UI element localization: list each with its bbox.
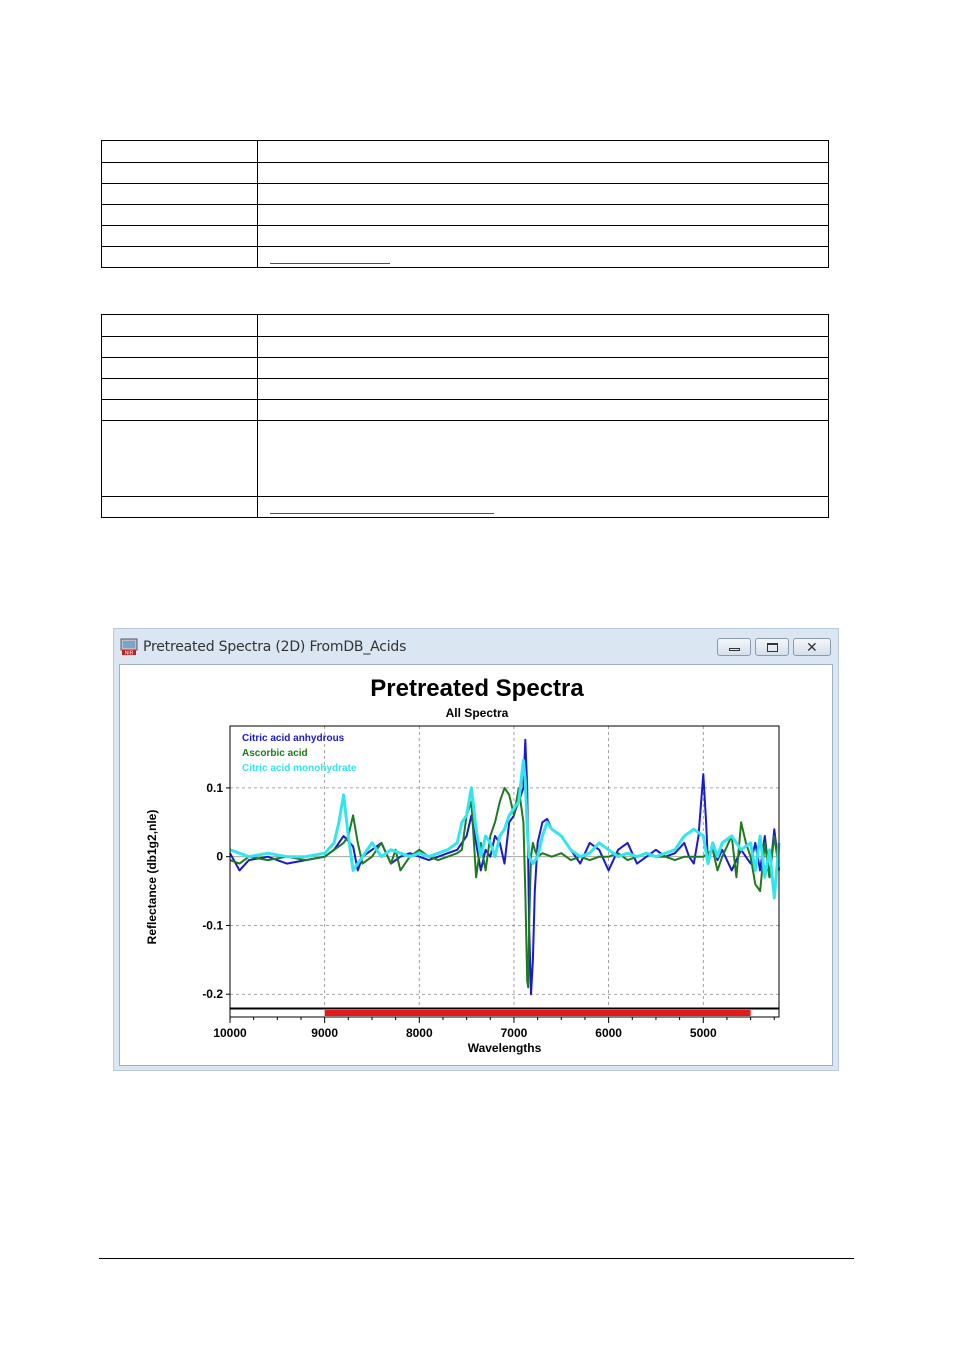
x-tick-label: 8000 — [405, 1026, 433, 1040]
y-tick-label: 0 — [216, 849, 223, 864]
series-line-1 — [230, 740, 779, 994]
table-cell — [102, 379, 258, 400]
nir-app-icon — [120, 638, 138, 656]
window-title: Pretreated Spectra (2D) FromDB_Acids — [143, 639, 407, 655]
table-cell — [102, 141, 258, 163]
svg-text:NIR: NIR — [124, 650, 134, 656]
table-cell — [102, 421, 258, 497]
y-axis-label: Reflectance (db1g2,nle) — [145, 809, 159, 945]
table-cell — [258, 497, 829, 518]
table-cell — [258, 163, 829, 184]
table-cell — [102, 226, 258, 247]
legend-entry: Citric acid anhydrous — [242, 733, 345, 744]
chart-title: Pretreated Spectra — [370, 675, 584, 702]
document-table-1 — [101, 140, 829, 268]
y-tick-label: 0.1 — [206, 780, 223, 795]
hyperlink[interactable] — [270, 263, 390, 264]
x-tick-label: 9000 — [311, 1026, 339, 1040]
legend-entry: Citric acid monohydrate — [242, 763, 357, 774]
minimize-button[interactable] — [717, 638, 751, 656]
y-tick-label: -0.2 — [202, 987, 223, 1002]
footer-rule — [99, 1258, 854, 1259]
y-tick-label: -0.1 — [202, 918, 223, 933]
range-bar-selection — [325, 1010, 751, 1016]
table-cell — [258, 379, 829, 400]
plot-area — [119, 664, 833, 1066]
table-cell — [102, 205, 258, 226]
table-cell — [102, 315, 258, 337]
restore-icon — [767, 643, 778, 652]
table-cell — [102, 358, 258, 379]
table-cell — [258, 315, 829, 337]
table-cell — [258, 400, 829, 421]
x-tick-label: 6000 — [595, 1026, 622, 1040]
x-tick-label: 7000 — [500, 1026, 528, 1040]
table-cell — [258, 205, 829, 226]
hyperlink[interactable] — [270, 513, 494, 514]
table-cell — [258, 141, 829, 163]
table-cell — [102, 337, 258, 358]
document-table-2 — [101, 314, 829, 518]
table-cell — [258, 337, 829, 358]
window-titlebar[interactable] — [114, 629, 838, 663]
chart-window[interactable] — [113, 628, 839, 1071]
restore-button[interactable] — [755, 638, 789, 656]
close-icon: ✕ — [806, 639, 818, 655]
chart-subtitle: All Spectra — [445, 706, 509, 720]
x-axis-label: Wavelengths — [467, 1041, 542, 1055]
table-cell — [102, 184, 258, 205]
series-line-2 — [230, 788, 779, 988]
minimize-icon — [729, 648, 740, 651]
table-cell — [102, 247, 258, 268]
table-cell — [102, 497, 258, 518]
table-cell — [258, 247, 829, 268]
table-cell — [102, 400, 258, 421]
table-cell — [258, 226, 829, 247]
legend-entry: Ascorbic acid — [242, 748, 308, 759]
table-cell — [258, 358, 829, 379]
series-line-3 — [230, 760, 779, 898]
close-button[interactable] — [793, 638, 831, 656]
table-cell — [258, 184, 829, 205]
table-cell — [258, 421, 829, 497]
spectra-chart[interactable] — [120, 665, 832, 1065]
x-tick-label: 10000 — [213, 1026, 247, 1040]
x-tick-label: 5000 — [689, 1026, 717, 1040]
table-cell — [102, 163, 258, 184]
